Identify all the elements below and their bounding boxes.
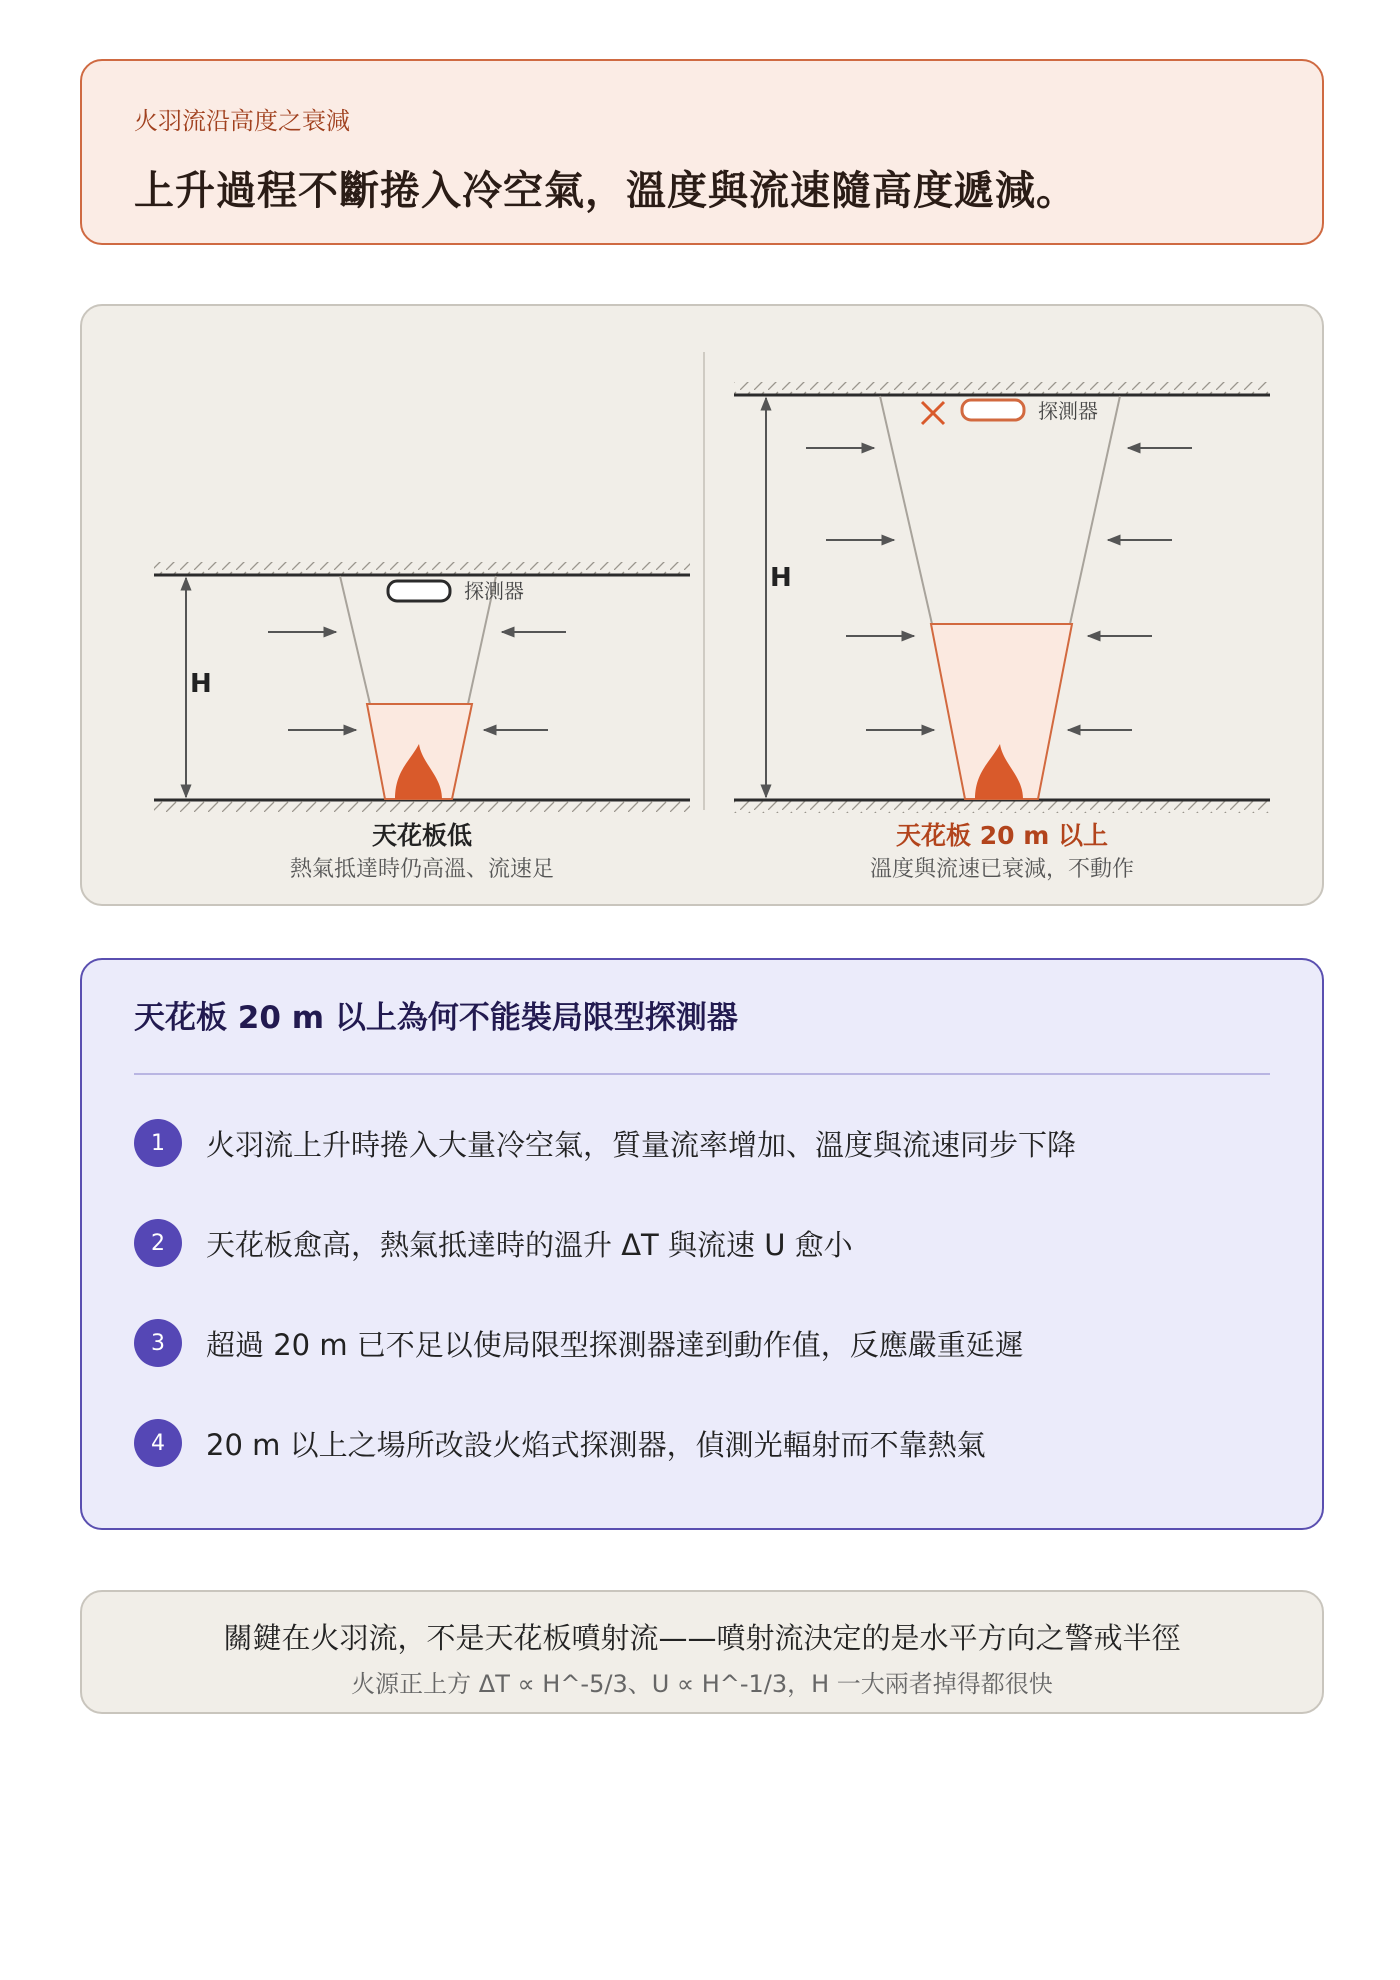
key-point-formula: 火源正上方 ΔT ∝ H^-5/3、U ∝ H^-1/3，H 一大兩者掉得都很快 [351,1670,1053,1698]
floor-hatch [154,801,690,813]
header-headline: 上升過程不斷捲入冷空氣，溫度與流速隨高度遞減。 [134,168,1077,214]
header-kicker: 火羽流沿高度之衰減 [134,107,350,135]
floor-hatch [734,801,1270,813]
low-ceiling-caption-sub: 熱氣抵達時仍高溫、流速足 [289,857,554,882]
plume-cone-left-edge [340,576,370,704]
key-point-title: 關鍵在火羽流，不是天花板噴射流——噴射流決定的是水平方向之警戒半徑 [223,1621,1181,1655]
header-card [80,59,1324,245]
detector-label: 探測器 [1038,399,1098,423]
reasons-title: 天花板 20 m 以上為何不能裝局限型探測器 [134,1000,738,1036]
reason-item [134,1218,853,1268]
reason-item [134,1118,1076,1168]
reason-text: 20 m 以上之場所改設火焰式探測器，偵測光輻射而不靠熱氣 [206,1427,986,1462]
plume-diagram-card [80,304,1324,906]
reasons-card [80,958,1324,1530]
ceiling-hatch [154,562,690,574]
reason-item [134,1318,1024,1368]
plume-cone-left-edge [880,396,932,624]
height-label: H [190,669,212,699]
heat-detector-icon [962,400,1024,420]
high-ceiling-caption-sub: 溫度與流速已衰減，不動作 [869,857,1134,882]
height-label: H [770,563,792,593]
reason-number-badge: 3 [134,1319,182,1367]
reason-text: 超過 20 m 已不足以使局限型探測器達到動作值，反應嚴重延遲 [206,1327,1024,1362]
reason-number-badge: 4 [134,1419,182,1467]
detector-label: 探測器 [464,579,524,603]
no-activation-x-icon [922,402,944,424]
reason-number-badge: 1 [134,1119,182,1167]
reason-number-badge: 2 [134,1219,182,1267]
heat-detector-icon [388,581,450,601]
low-ceiling-panel [154,562,690,813]
ceiling-hatch [734,382,1270,394]
reason-text: 天花板愈高，熱氣抵達時的溫升 ΔT 與流速 U 愈小 [206,1227,853,1262]
key-point-card [80,1590,1324,1714]
high-ceiling-panel [734,382,1270,813]
reason-item [134,1418,986,1468]
high-ceiling-caption-title: 天花板 20 m 以上 [896,821,1108,850]
reason-text: 火羽流上升時捲入大量冷空氣，質量流率增加、溫度與流速同步下降 [206,1127,1077,1162]
plume-cone-right-edge [1070,396,1120,624]
low-ceiling-caption-title: 天花板低 [371,821,472,850]
reasons-divider [134,1073,1270,1075]
